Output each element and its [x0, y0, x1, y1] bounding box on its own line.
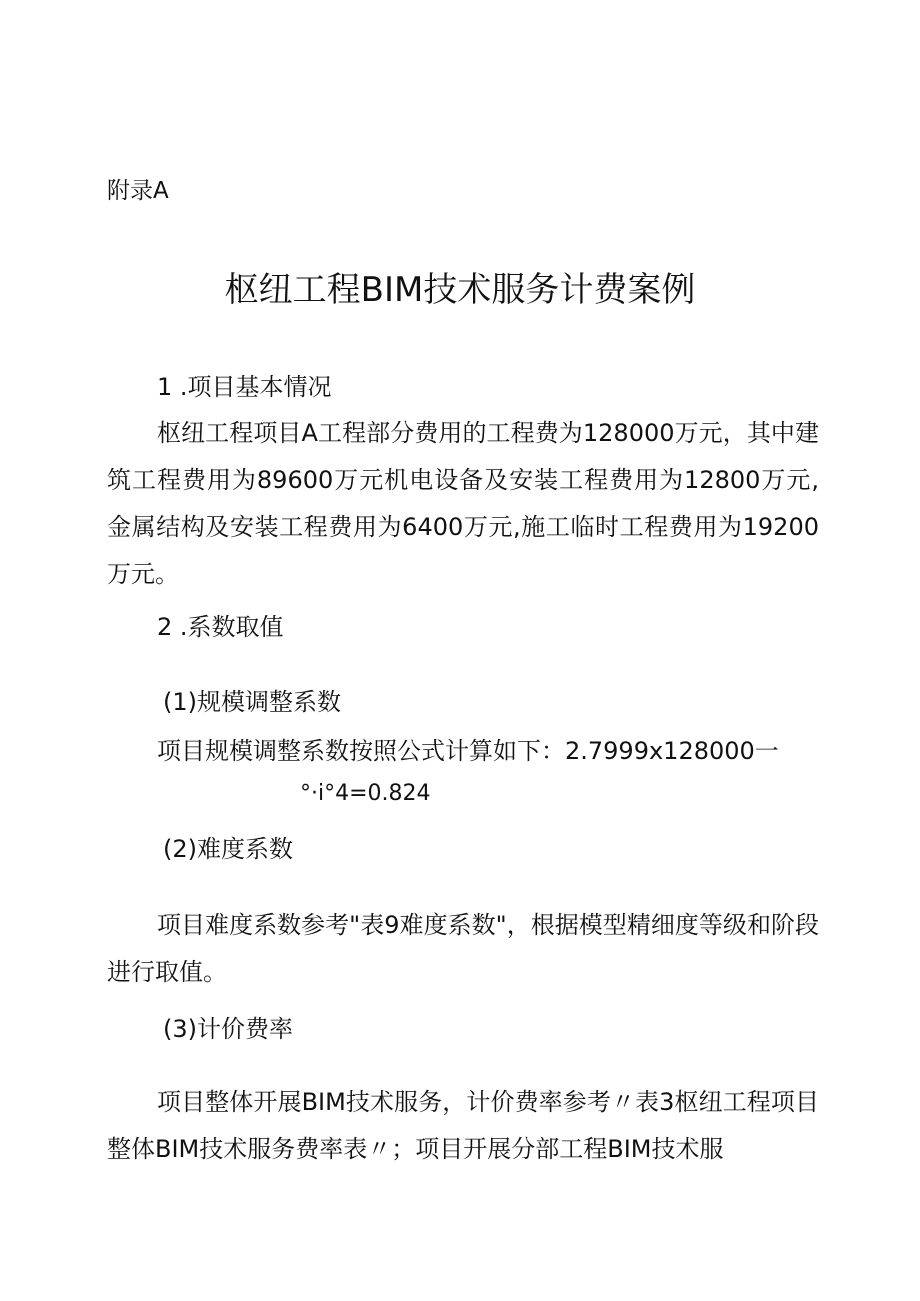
section-1-heading: 1 .项目基本情况 [157, 373, 332, 401]
appendix-label: 附录A [107, 178, 169, 204]
difficulty-paragraph: 项目难度系数参考"表9难度系数"，根据模型精细度等级和阶段进行取值。 [107, 911, 819, 986]
rate-paragraph: 项目整体开展BIM技术服务，计价费率参考〃表3枢纽工程项目整体BIM技术服务费率表〃；项目开展分部工程BIM技术服 [107, 1088, 819, 1163]
section-2-heading: 2 .系数取值 [157, 613, 284, 641]
subsection-rate-heading: (3)计价费率 [163, 1015, 293, 1043]
scale-formula-result: °·i°4=0.824 [300, 781, 431, 806]
subsection-difficulty-heading: (2)难度系数 [163, 835, 293, 863]
document-title: 枢纽工程BIM技术服务计费案例 [224, 270, 696, 310]
section-1-paragraph: 枢纽工程项目A工程部分费用的工程费为128000万元，其中建筑工程费用为89600万元机电设备及安装工程费用为12800万元,金属结构及安装工程费用为6400万元,施工临时工程费用为19200万元。 [107, 419, 819, 588]
scale-formula-line: 项目规模调整系数按照公式计算如下：2.7999x128000一 [157, 737, 779, 765]
subsection-scale-heading: (1)规模调整系数 [163, 688, 341, 716]
